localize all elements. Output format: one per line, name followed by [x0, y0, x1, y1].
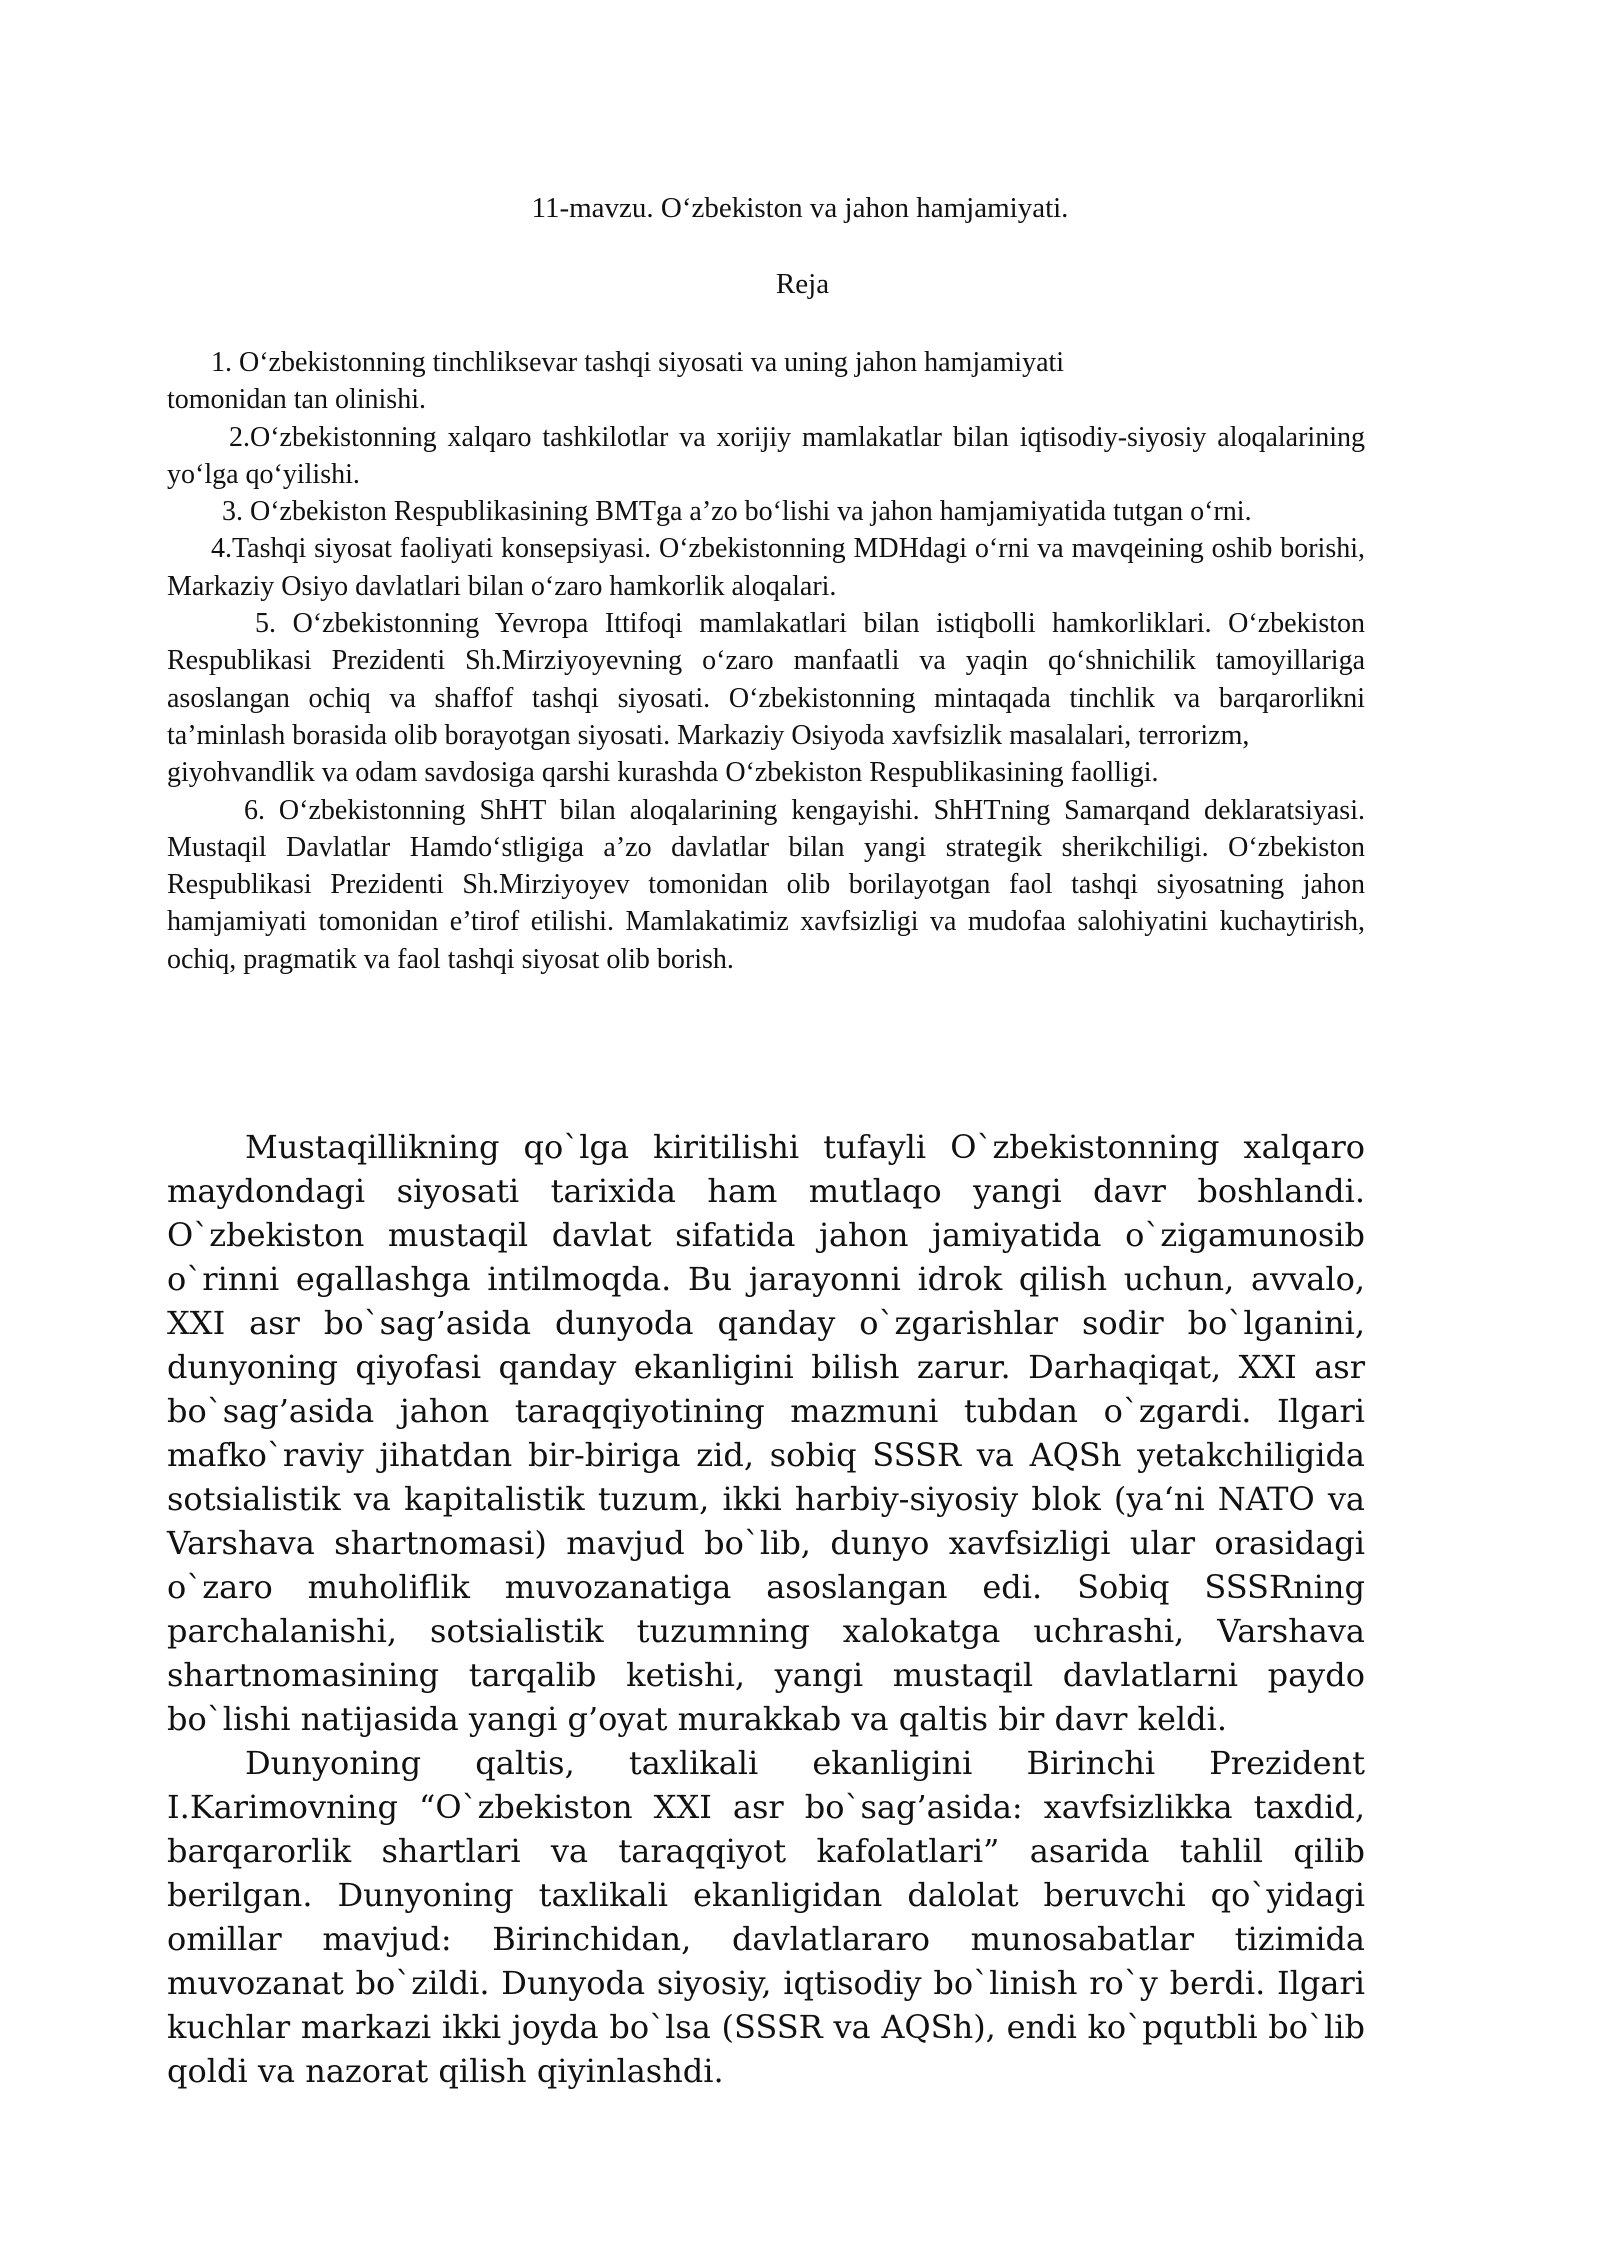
plan-item-5-tail: giyohvandlik va odam savdosiga qarshi kurashda O‘zbekiston Respublikasining faolligi. [167, 757, 1159, 789]
plan-item-3: 3. O‘zbekiston Respublikasining BMTga a’zo bo‘lishi va jahon hamjamiyatida tutgan o‘rni. [222, 496, 1252, 528]
plan-heading: Reja [775, 268, 830, 300]
plan-item-6: 6. O‘zbekistonning ShHT bilan aloqalarining kengayishi. ShHTning Samarqand deklaratsiyasi. Mustaqil Davlatlar Hamdo‘stligiga a’zo davlatlar bilan yangi strategik sherikchiligi. O‘zbekiston Respublikasi Prezidenti Sh.Mirziyoyev tomonidan olib borilayotgan faol tashqi siyosatning jahon hamjamiyati tomonidan e’tirof etilishi. Mamlakatimiz xavfsizligi va mudofaa salohiyatini kuchaytirish, ochiq, pragmatik va faol tashqi siyosat olib borish. [167, 794, 1365, 975]
plan-item-2: 2.O‘zbekistonning xalqaro tashkilotlar va xorijiy mamlakatlar bilan iqtisodiy-siyosiy aloqalarining yo‘lga qo‘yilishi. [167, 421, 1365, 490]
paragraph-1: Mustaqillikning qo`lga kiritilishi tufayli O`zbekistonning xalqaro maydondagi siyosati tarixida ham mutlaqo yangi davr boshlandi. O`zbekiston mustaqil davlat sifatida jahon jamiyatida o`zigamunosib o`rinni egallashga intilmoqda. Bu jarayonni idrok qilish uchun, avvalo, XXI asr bo`sag’asida dunyoda qanday o`zgarishlar sodir bo`lganini, dunyoning qiyofasi qanday ekanligini bilish zarur. Darhaqiqat, XXI asr bo`sag’asida jahon taraqqiyotining mazmuni tubdan o`zgardi. Ilgari mafko`raviy jihatdan bir-biriga zid, sobiq SSSR va AQSh yetakchiligida sotsialistik va kapitalistik tuzum, ikki harbiy-siyosiy blok (ya‘ni NATO va Varshava shartnomasi) mavjud bo`lib, dunyo xavfsizligi ular orasidagi o`zaro muholiflik muvozanatiga asoslangan edi. Sobiq SSSRning parchalanishi, sotsialistik tuzumning xalokatga uchrashi, Varshava shartnomasining tarqalib ketishi, yangi mustaqil davlatlarni paydo bo`lishi natijasida yangi g’oyat murakkab va qaltis bir davr keldi. [167, 1128, 1365, 1738]
body-text [167, 1125, 1365, 2093]
plan-item-5: 5. O‘zbekistonning Yevropa Ittifoqi mamlakatlari bilan istiqbolli hamkorliklari. O‘zbekiston Respublikasi Prezidenti Sh.Mirziyoyevning o‘zaro manfaatli va yaqin qo‘shnichilik tamoyillariga asoslangan ochiq va shaffof tashqi siyosati. O‘zbekistonning mintaqada tinchlik va barqarorlikni ta’minlash borasida olib borayotgan siyosati. Markaziy Osiyoda xavfsizlik masalalari, terrorizm, [167, 608, 1365, 751]
plan-item-1-line-2: tomonidan tan olinishi. [167, 384, 426, 416]
document-title: 11-mavzu. O‘zbekiston va jahon hamjamiyati. [531, 192, 1069, 224]
plan-item-4: 4.Tashqi siyosat faoliyati konsepsiyasi. O‘zbekistonning MDHdagi o‘rni va mavqeining oshib borishi, Markaziy Osiyo davlatlari bilan o‘zaro hamkorlik aloqalari. [167, 533, 1365, 602]
plan-item-1-line-1: 1. O‘zbekistonning tinchliksevar tashqi siyosati va uning jahon hamjamiyati [211, 347, 1065, 378]
paragraph-2: Dunyoning qaltis, taxlikali ekanligini Birinchi Prezident I.Karimovning “O`zbekiston XXI asr bo`sag’asida: xavfsizlikka taxdid, barqarorlik shartlari va taraqqiyot kafolatlari” asarida tahlil qilib berilgan. Dunyoning taxlikali ekanligidan dalolat beruvchi qo`yidagi omillar mavjud: Birinchidan, davlatlararo munosabatlar tizimida muvozanat bo`zildi. Dunyoda siyosiy, iqtisodiy bo`linish ro`y berdi. Ilgari kuchlar markazi ikki joyda bo`lsa (SSSR va AQSh), endi ko`pqutbli bo`lib qoldi va nazorat qilish qiyinlashdi. [167, 1744, 1365, 2090]
plan-list [167, 344, 1365, 978]
